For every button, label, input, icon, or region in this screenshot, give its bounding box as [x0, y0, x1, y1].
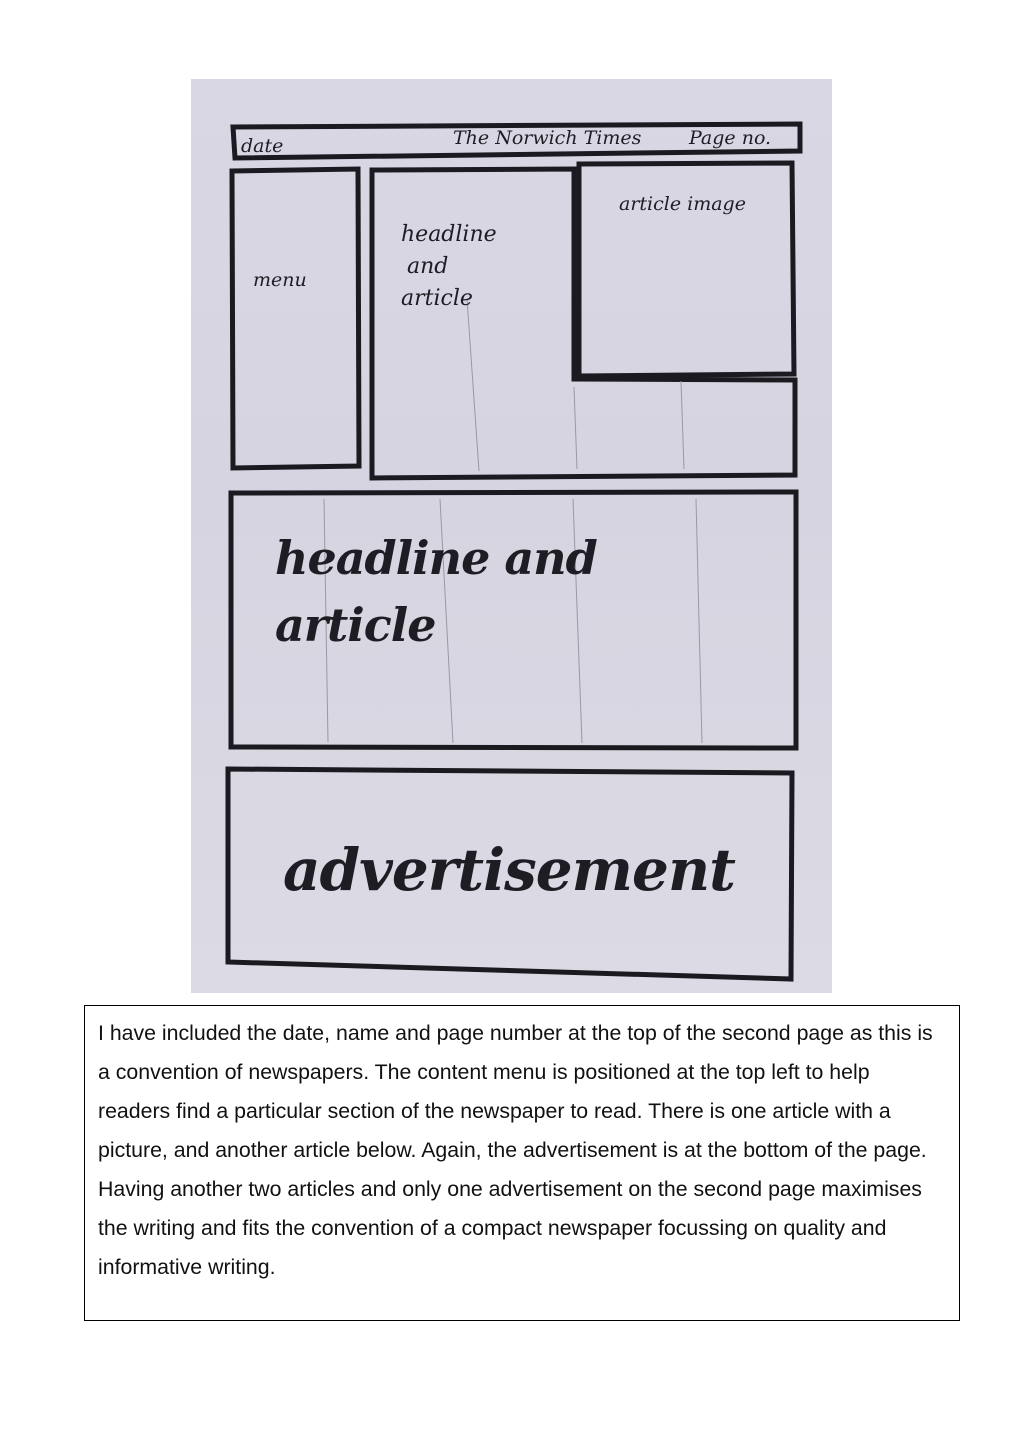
caption-text: I have included the date, name and page number at the top of the second page as this is a convention of newspapers. The content menu is positioned at the top left to help readers find a particular section of the newspaper to read. There is one article with a picture, and another article below. Again, the advertisement is at the bottom of the page. Having another two articles and only one advertisement on the second page maximises the writing and fits the convention of a compact newspaper focussing on quality and informative writing.	[98, 1021, 933, 1279]
top-article-line: article	[401, 285, 473, 311]
middle-article-line: headline and	[275, 531, 597, 585]
sketch-photo	[191, 79, 832, 993]
article-image-label: article image	[619, 193, 746, 215]
column-guides	[324, 299, 702, 743]
header-title-label: The Norwich Times	[453, 127, 642, 149]
header-page-no-label: Page no.	[689, 127, 772, 149]
top-article-line: headline	[401, 222, 497, 247]
caption-box	[84, 1005, 960, 1321]
top-article-box	[372, 169, 795, 478]
middle-article-label	[275, 525, 597, 658]
menu-box	[232, 169, 359, 468]
top-article-label	[401, 219, 497, 315]
header-date-label: date	[241, 135, 284, 157]
middle-article-line: article	[275, 597, 436, 652]
menu-label: menu	[253, 269, 307, 291]
top-article-line: and	[407, 253, 449, 279]
advertisement-label: advertisement	[283, 836, 735, 904]
